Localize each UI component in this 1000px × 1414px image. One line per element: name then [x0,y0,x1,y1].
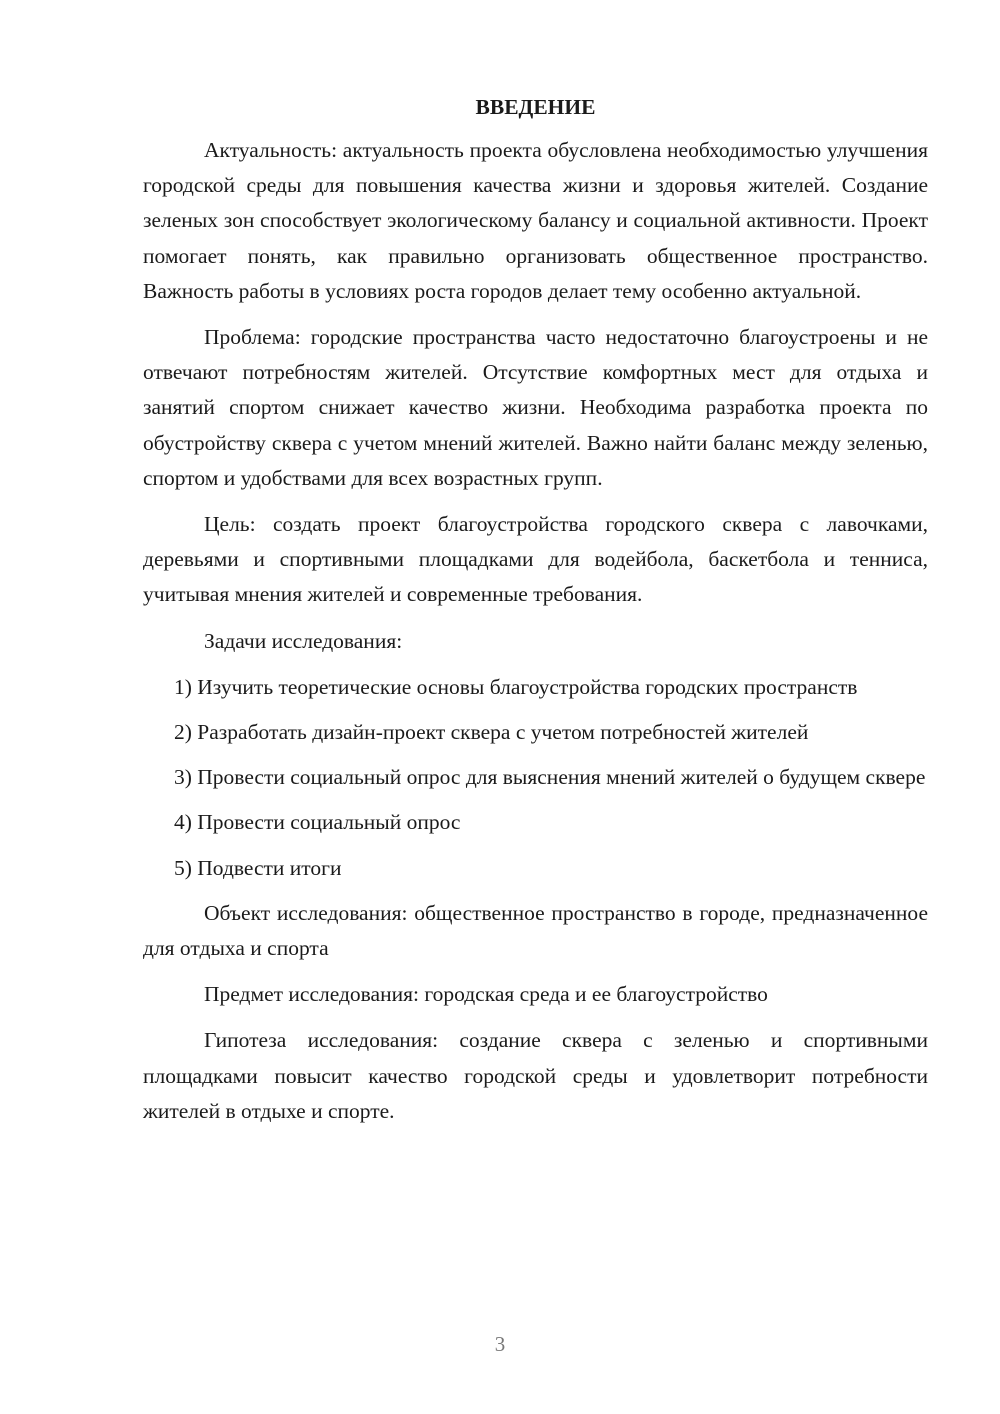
task-item-1: 1) Изучить теоретические основы благоустройства городских пространств [174,674,858,699]
tasks-heading: Задачи исследования: [204,628,403,653]
task-item-2: 2) Разработать дизайн-проект сквера с учетом потребностей жителей [174,720,809,745]
hypothesis-paragraph: Гипотеза исследования: создание сквера с зеленью и спортивными площадками повысит качество городской среды и удовлетворит потребности жителей в отдыхе и спорте. [143,1028,928,1123]
task-item-5: 5) Подвести итоги [174,855,342,880]
relevance-paragraph: Актуальность: актуальность проекта обусловлена необходимостью улучшения городской среды для повышения качества жизни и здоровья жителей. Создание зеленых зон способствует экологическому балансу и социальной активности. Проект помогает понять, как правильно организовать общественное пространство. Важность работы в условиях роста городов делает тему особенно актуальной. [143,138,928,303]
subject-paragraph: Предмет исследования: городская среда и ее благоустройство [204,982,768,1007]
problem-paragraph: Проблема: городские пространства часто недостаточно благоустроены и не отвечают потребностям жителей. Отсутствие комфортных мест для отдыха и занятий спортом снижает качество жизни. Необходима разработка проекта по обустройству сквера с учетом мнений жителей. Важно найти баланс между зеленью, спортом и удобствами для всех возрастных групп. [143,325,928,490]
task-item-4: 4) Провести социальный опрос [174,810,461,835]
page-number: 3 [494,1332,506,1356]
object-paragraph: Объект исследования: общественное пространство в городе, предназначенное для отдыха и спорта [143,900,928,961]
document-page [143,90,928,1140]
task-item-3: 3) Провести социальный опрос для выяснения мнений жителей о будущем сквере [174,765,926,790]
section-heading: ВВЕДЕНИЕ [475,95,596,119]
goal-paragraph: Цель: создать проект благоустройства городского сквера с лавочками, деревьями и спортивными площадками для водейбола, баскетбола и тенниса, учитывая мнения жителей и современные требования. [143,512,928,607]
